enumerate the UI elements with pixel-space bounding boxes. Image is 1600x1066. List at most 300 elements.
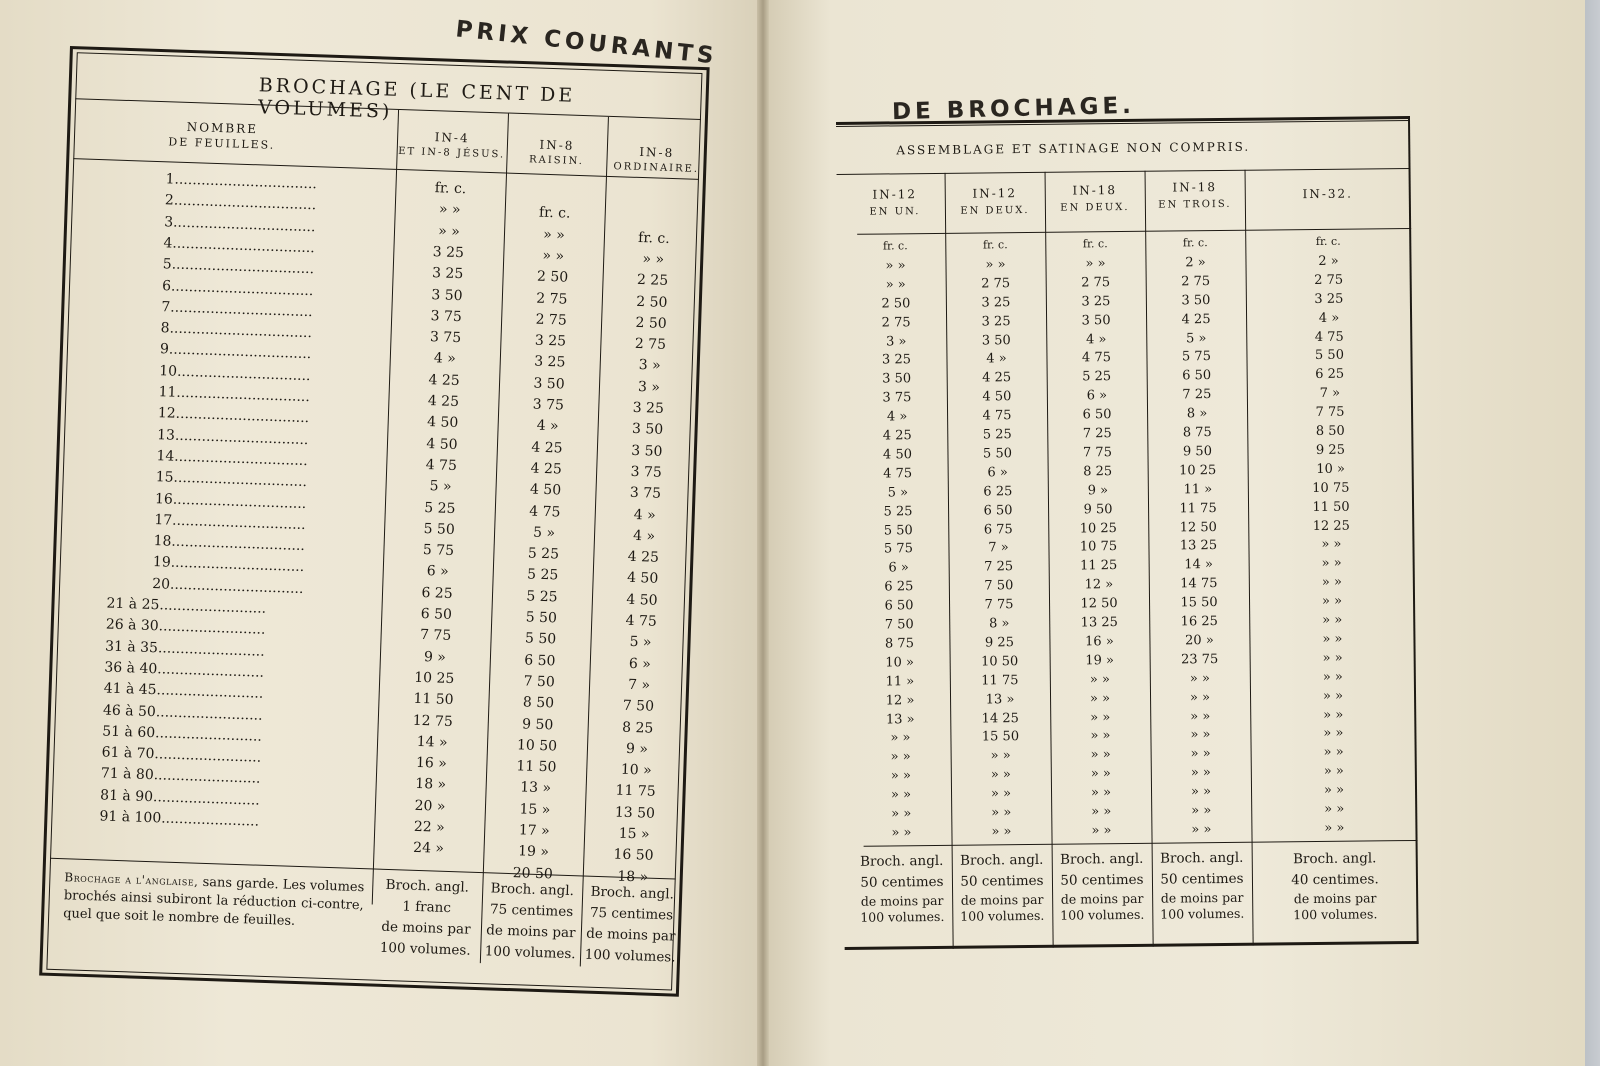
footer-in12-un <box>852 851 953 926</box>
table-cell: 18 » <box>415 776 447 794</box>
table-cell: 5 » <box>1186 330 1207 346</box>
table-cell: » » <box>1090 709 1111 725</box>
table-cell: » » <box>1323 782 1345 799</box>
col-line2: EN TROIS. <box>1158 198 1232 211</box>
row-label: 20.............................. <box>151 575 304 597</box>
row-label: 4................................ <box>163 235 316 257</box>
table-cell: » » <box>1321 537 1342 553</box>
table-cell: 7 » <box>627 676 651 694</box>
table-cell: 24 » <box>412 840 445 858</box>
col-in4-line2: ET IN-8 JÉSUS. <box>397 145 506 161</box>
table-cell: 15 » <box>519 801 551 819</box>
footer-in8-ordinaire <box>580 881 683 968</box>
table-cell: 16 25 <box>1180 614 1218 630</box>
table-cell: 15 50 <box>1180 595 1218 611</box>
footer-line: Broch. angl. <box>385 876 470 896</box>
table-cell: » » <box>990 767 1011 783</box>
table-cell: 2 75 <box>1181 273 1211 290</box>
table-cell: » » <box>1090 785 1112 801</box>
table-cell: » » <box>1323 745 1344 761</box>
table-cell: 4 25 <box>531 439 563 457</box>
row-label: 36 à 40........................ <box>104 659 265 681</box>
table-cell: » » <box>1190 746 1211 762</box>
row-label: 8................................ <box>160 320 313 342</box>
row-label: 61 à 70........................ <box>101 744 262 766</box>
footer-line: de moins par <box>1060 890 1144 907</box>
table-cell: 3 50 <box>431 286 463 304</box>
table-cell: 5 25 <box>526 588 558 606</box>
col-in8r-line1: IN-8 <box>539 137 575 153</box>
table-cell: 3 50 <box>882 371 912 387</box>
table-cell: 4 75 <box>1081 350 1112 366</box>
anglaise-note <box>63 868 365 933</box>
table-subtitle: ASSEMBLAGE ET SATINAGE NON COMPRIS. <box>896 139 1251 158</box>
table-cell: 19 » <box>1085 652 1115 669</box>
table-cell: 4 50 <box>982 389 1012 405</box>
table-cell: 10 » <box>1316 461 1346 477</box>
table-cell: 5 50 <box>1314 348 1345 364</box>
table-cell: 9 50 <box>521 715 554 733</box>
table-cell: 6 25 <box>421 584 453 602</box>
table-cell: » » <box>1322 612 1343 628</box>
table-cell: 4 25 <box>530 460 563 478</box>
col-in8o-line1: IN-8 <box>639 144 675 161</box>
row-label: 14.............................. <box>156 447 308 469</box>
table-cell: 4 75 <box>625 612 658 630</box>
row-label: 91 à 100...................... <box>99 808 260 830</box>
table-cell: 7 25 <box>1082 426 1112 442</box>
table-cell: » » <box>891 825 912 841</box>
footer-in8-raisin <box>480 878 583 965</box>
header-rule <box>837 168 1411 175</box>
table-cell: 6 50 <box>884 598 914 614</box>
table-cell: 10 25 <box>1178 462 1217 479</box>
footer-line: 100 volumes. <box>1060 906 1145 923</box>
col-in8-ordinaire-header <box>606 144 707 177</box>
table-cell: 8 50 <box>522 694 555 712</box>
table-cell: 6 » <box>628 655 652 673</box>
table-cell: 13 25 <box>1080 615 1118 631</box>
col-in12-deux-header <box>945 184 1045 221</box>
table-cell: 3 50 <box>533 375 565 393</box>
table-cell: 19 » <box>517 843 550 861</box>
col-line1: IN-18 <box>1072 183 1118 198</box>
table-cell: 5 50 <box>423 520 456 538</box>
table-cell: 8 » <box>988 616 1010 632</box>
row-label: 12.............................. <box>157 405 310 427</box>
table-cell: 11 50 <box>516 758 557 776</box>
table-cell: 4 75 <box>883 466 913 482</box>
table-cell: 10 25 <box>1079 520 1117 536</box>
table-cell: 6 » <box>987 465 1008 481</box>
table-cell: 3 50 <box>1181 292 1211 309</box>
footer-in18-trois <box>1152 848 1253 923</box>
row-label: 41 à 45........................ <box>103 680 264 702</box>
left-price-table <box>39 46 709 997</box>
table-cell: » » <box>1323 707 1344 723</box>
table-cell: fr. c. <box>538 204 571 222</box>
table-cell: 13 » <box>985 691 1015 708</box>
footer-line: 75 centimes <box>489 901 574 921</box>
table-cell: 3 » <box>638 357 661 375</box>
table-cell: 10 75 <box>1079 539 1118 555</box>
table-cell: 4 75 <box>982 408 1012 424</box>
col-line1: IN-18 <box>1172 180 1218 195</box>
table-cell: 4 » <box>633 506 657 524</box>
table-cell: 10 » <box>885 655 915 671</box>
table-cell: » » <box>1190 784 1212 800</box>
table-cell: 10 25 <box>413 669 455 687</box>
table-cell: 12 » <box>1084 577 1114 593</box>
table-cell: 10 » <box>620 761 652 779</box>
table-cell: 13 » <box>519 779 552 797</box>
table-cell: 6 » <box>1086 388 1108 404</box>
col-in8o-line2: ORDINAIRE. <box>613 161 700 175</box>
table-cell: 3 50 <box>1081 312 1111 329</box>
table-cell: 8 25 <box>621 719 654 737</box>
table-cell: 8 25 <box>1083 463 1113 480</box>
table-cell: 3 75 <box>532 396 565 414</box>
table-cell: 4 50 <box>626 591 658 609</box>
table-cell: 6 50 <box>983 502 1013 519</box>
table-cell: » » <box>1191 821 1212 838</box>
table-cell: 11 75 <box>981 672 1019 689</box>
col-in4-header <box>396 129 507 163</box>
table-cell: fr. c. <box>1182 236 1208 250</box>
row-label: 81 à 90........................ <box>99 787 261 809</box>
table-cell: 9 50 <box>1182 443 1213 460</box>
table-cell: » » <box>1190 708 1211 724</box>
table-cell: 6 25 <box>983 483 1013 500</box>
book-gutter <box>757 0 769 1066</box>
table-cell: 4 » <box>886 409 908 425</box>
table-cell: 10 75 <box>1312 480 1350 496</box>
table-cell: 11 75 <box>1179 500 1217 517</box>
footer-line: Broch. angl. <box>959 851 1044 869</box>
table-cell: 11 » <box>885 673 915 690</box>
table-cell: » » <box>1091 804 1112 820</box>
table-cell: » » <box>1091 823 1112 839</box>
table-cell: 3 25 <box>881 352 912 368</box>
table-cell: 5 75 <box>883 541 914 557</box>
footer-line: Broch. angl. <box>1292 850 1377 868</box>
col-in18-deux-header <box>1045 181 1145 218</box>
table-cell: 4 50 <box>529 481 562 499</box>
table-cell: 5 75 <box>422 542 455 560</box>
table-cell: 20 50 <box>512 864 554 883</box>
table-cell: » » <box>890 730 911 746</box>
table-cell: » » <box>642 250 665 268</box>
table-cell: 12 50 <box>1179 519 1217 535</box>
table-cell: 4 » <box>433 350 457 368</box>
table-cell: fr. c. <box>1315 234 1341 248</box>
table-cell: 6 75 <box>983 521 1013 537</box>
footer-line: 75 centimes <box>589 904 674 924</box>
table-cell: 16 » <box>1085 634 1114 650</box>
table-cell: 7 75 <box>984 597 1014 613</box>
col-line2: EN UN. <box>869 206 921 218</box>
row-label: 10.............................. <box>159 362 311 384</box>
footer-line: 50 centimes <box>1060 871 1144 889</box>
table-cell: » » <box>438 222 461 240</box>
table-cell: » » <box>991 805 1012 821</box>
table-cell: 6 50 <box>524 651 556 670</box>
table-cell: 4 » <box>986 351 1007 367</box>
row-label: 46 à 50........................ <box>102 701 263 724</box>
table-cell: 4 50 <box>426 435 458 453</box>
table-cell: 2 75 <box>1314 272 1344 288</box>
table-cell: 5 » <box>887 484 909 501</box>
anglaise-note-title: Brochage a l'anglaise, <box>64 870 199 889</box>
row-label: 71 à 80........................ <box>100 765 261 788</box>
table-cell: 6 50 <box>1182 368 1212 384</box>
table-cell: 14 75 <box>1180 576 1218 592</box>
table-cell: 2 75 <box>881 314 911 331</box>
col-line2: EN DEUX. <box>1060 201 1130 214</box>
table-cell: » » <box>985 257 1006 273</box>
table-cell: 4 » <box>1318 310 1340 326</box>
table-cell: 7 » <box>988 540 1009 556</box>
table-cell: 4 50 <box>882 447 913 463</box>
table-cell: 6 50 <box>1082 407 1112 423</box>
table-cell: 22 » <box>413 818 445 836</box>
table-cell: » » <box>1324 801 1345 817</box>
table-cell: » » <box>1191 803 1212 819</box>
table-cell: 5 25 <box>883 503 913 520</box>
row-label: 2................................ <box>164 192 317 214</box>
table-cell: 3 » <box>637 378 661 396</box>
table-cell: 2 50 <box>881 295 911 312</box>
table-cell: » » <box>890 768 911 784</box>
table-cell: 7 50 <box>523 673 556 691</box>
table-cell: 4 25 <box>427 393 460 411</box>
table-cell: 7 75 <box>1315 404 1345 421</box>
col-in8r-line2: RAISIN. <box>528 154 585 168</box>
row-label: 21 à 25........................ <box>106 595 267 617</box>
table-cell: » » <box>1189 689 1211 705</box>
table-cell: 3 75 <box>882 390 912 406</box>
table-cell: 4 25 <box>982 370 1012 386</box>
row-label: 7................................ <box>161 298 313 320</box>
table-cell: 14 » <box>1184 557 1214 573</box>
table-cell: » » <box>438 201 461 219</box>
footer-line: Broch. angl. <box>1059 850 1144 868</box>
row-label: 17.............................. <box>154 511 306 533</box>
table-cell: 10 50 <box>516 737 558 755</box>
table-cell: 3 25 <box>1314 291 1344 307</box>
table-cell: 3 » <box>886 333 907 349</box>
table-cell: 5 » <box>429 478 452 496</box>
row-label: 5................................ <box>162 256 315 278</box>
table-cell: 6 25 <box>1315 366 1345 383</box>
table-cell: 7 50 <box>622 697 655 715</box>
table-cell: » » <box>1322 688 1344 704</box>
table-cell: » » <box>1090 728 1111 744</box>
footer-line: 100 volumes. <box>860 908 945 925</box>
table-cell: 9 50 <box>1083 501 1113 518</box>
footer-line: 50 centimes <box>860 873 944 891</box>
table-cell: » » <box>890 787 912 803</box>
table-cell: 14 25 <box>981 710 1019 727</box>
table-cell: 3 25 <box>432 244 465 262</box>
table-cell: » » <box>1321 556 1342 572</box>
table-cell: 4 25 <box>882 428 912 444</box>
table-cell: 5 » <box>532 524 556 542</box>
table-cell: 2 75 <box>981 275 1011 292</box>
table-cell: » » <box>1322 669 1343 685</box>
table-cell: 15 50 <box>981 729 1020 745</box>
footer-line: 100 volumes. <box>1160 905 1245 922</box>
table-cell: 6 25 <box>884 579 914 595</box>
footer-line: de moins par <box>486 922 576 942</box>
table-cell: 5 25 <box>982 427 1012 443</box>
table-cell: 2 75 <box>535 311 568 329</box>
table-cell: 11 50 <box>413 690 454 709</box>
table-cell: 5 25 <box>424 499 456 517</box>
footer-line: de moins par <box>960 891 1044 908</box>
table-cell: 6 50 <box>420 605 453 623</box>
table-cell: » » <box>1089 671 1110 688</box>
table-cell: » » <box>885 277 906 293</box>
table-cell: 2 » <box>1318 253 1339 269</box>
table-cell: 17 » <box>518 822 550 840</box>
table-cell: 3 25 <box>981 294 1011 311</box>
row-label: 6................................ <box>161 277 314 299</box>
table-cell: 7 50 <box>884 617 914 633</box>
footer-line: 50 centimes <box>1160 870 1244 888</box>
footer-line: de moins par <box>1293 890 1377 907</box>
right-price-table <box>836 116 1419 950</box>
table-cell: » » <box>1321 593 1343 610</box>
footer-line: 50 centimes <box>960 872 1044 890</box>
table-cell: » » <box>1085 256 1106 272</box>
footer-line: de moins par <box>860 892 944 909</box>
table-cell: » » <box>885 258 906 274</box>
table-cell: 3 25 <box>1081 293 1111 310</box>
table-cell: 5 50 <box>524 630 557 648</box>
table-cell: » » <box>890 749 911 765</box>
table-cell: 4 » <box>632 527 656 545</box>
table-cell: 16 50 <box>613 846 654 865</box>
table-cell: 13 » <box>885 711 915 728</box>
table-cell: 4 50 <box>626 570 659 588</box>
table-cell: 20 » <box>414 797 446 815</box>
footer-in12-deux <box>952 850 1053 925</box>
col-line2: EN DEUX. <box>960 204 1030 217</box>
table-cell: 8 75 <box>1182 425 1212 441</box>
table-cell: 6 » <box>888 560 909 576</box>
table-cell: » » <box>1322 650 1343 666</box>
table-cell: 7 75 <box>419 627 452 645</box>
footer-line: Broch. angl. <box>859 852 944 870</box>
col-in32-header <box>1245 184 1411 204</box>
table-cell: 10 50 <box>980 653 1019 670</box>
row-label: 51 à 60........................ <box>102 723 263 745</box>
table-cell: fr. c. <box>1082 237 1108 251</box>
table-cell: 5 25 <box>527 545 560 563</box>
table-cell: 11 25 <box>1079 558 1118 574</box>
table-cell: » » <box>1090 747 1111 763</box>
table-cell: 5 25 <box>526 566 559 584</box>
table-cell: 3 75 <box>430 307 463 325</box>
table-cell: 7 75 <box>1082 445 1113 461</box>
table-cell: 7 » <box>1319 385 1341 402</box>
row-label: 19.............................. <box>152 554 305 576</box>
table-cell: 8 » <box>1186 406 1208 422</box>
row-label: 13.............................. <box>156 426 309 448</box>
table-cell: 12 75 <box>412 712 454 730</box>
table-cell: 3 50 <box>631 421 664 439</box>
table-cell: 2 » <box>1185 255 1206 271</box>
footer-line: Broch. angl. <box>490 880 575 900</box>
table-cell: 3 25 <box>533 353 566 371</box>
table-cell: 11 » <box>1183 481 1213 498</box>
footer-line: 1 franc <box>402 898 452 917</box>
col-in12-un-header <box>845 185 945 222</box>
table-cell: 20 » <box>1185 632 1214 649</box>
table-cell: 3 25 <box>534 332 567 350</box>
table-cell: 4 50 <box>426 414 459 432</box>
table-cell: 18 » <box>617 868 649 886</box>
table-cell: 15 » <box>618 825 650 843</box>
table-cell: » » <box>1189 670 1210 687</box>
row-label: 16.............................. <box>154 490 307 512</box>
table-cell: 13 50 <box>614 804 656 822</box>
table-cell: » » <box>1190 727 1211 743</box>
table-cell: 4 75 <box>528 502 561 521</box>
col-line1: IN-12 <box>972 186 1018 201</box>
table-subtitle: BROCHAGE (LE CENT DE VOLUMES) <box>257 74 576 123</box>
table-cell: » » <box>1089 690 1111 706</box>
table-cell: 3 25 <box>431 265 464 283</box>
table-cell: » » <box>990 786 1012 802</box>
table-cell: 2 25 <box>636 272 669 290</box>
col-in8-raisin-header <box>506 137 607 170</box>
footer-line: 100 volumes. <box>960 907 1045 924</box>
table-cell: » » <box>1323 726 1344 742</box>
table-cell: 4 25 <box>428 371 460 389</box>
table-cell: 7 25 <box>1182 387 1212 403</box>
table-cell: 2 50 <box>536 268 569 286</box>
table-cell: » » <box>991 824 1012 840</box>
col-line1: IN-12 <box>872 187 918 202</box>
col-in4-line1: IN-4 <box>434 130 470 146</box>
row-label: 31 à 35........................ <box>104 638 265 660</box>
table-cell: 14 » <box>416 733 448 751</box>
table-cell: 9 » <box>1087 482 1109 499</box>
footer-in4 <box>370 874 483 962</box>
table-cell: 2 50 <box>635 314 667 332</box>
footer-in18-deux <box>1052 849 1153 924</box>
table-cell: 5 50 <box>525 609 558 627</box>
table-cell: 2 75 <box>1081 274 1111 291</box>
table-cell: 12 25 <box>1312 518 1350 534</box>
row-label: 9................................ <box>159 341 312 363</box>
footer-line: 100 volumes. <box>1293 906 1378 923</box>
table-cell: 5 25 <box>1082 369 1112 385</box>
table-cell: 5 50 <box>883 522 913 539</box>
table-cell: 8 75 <box>884 636 915 652</box>
row-label: 26 à 30........................ <box>105 616 266 639</box>
table-cell: fr. c. <box>882 239 908 253</box>
table-cell: 4 » <box>1086 331 1107 347</box>
table-cell: 23 75 <box>1180 651 1219 668</box>
anglaise-note-body: sans garde. Les volumes brochés ainsi subiront la réduction ci-contre, quel que soit le nombre de feuilles. <box>62 874 365 929</box>
table-cell: 5 » <box>629 634 652 651</box>
table-cell: 3 75 <box>629 485 662 503</box>
table-cell: 3 50 <box>631 442 663 460</box>
table-cell: 4 75 <box>425 456 458 474</box>
